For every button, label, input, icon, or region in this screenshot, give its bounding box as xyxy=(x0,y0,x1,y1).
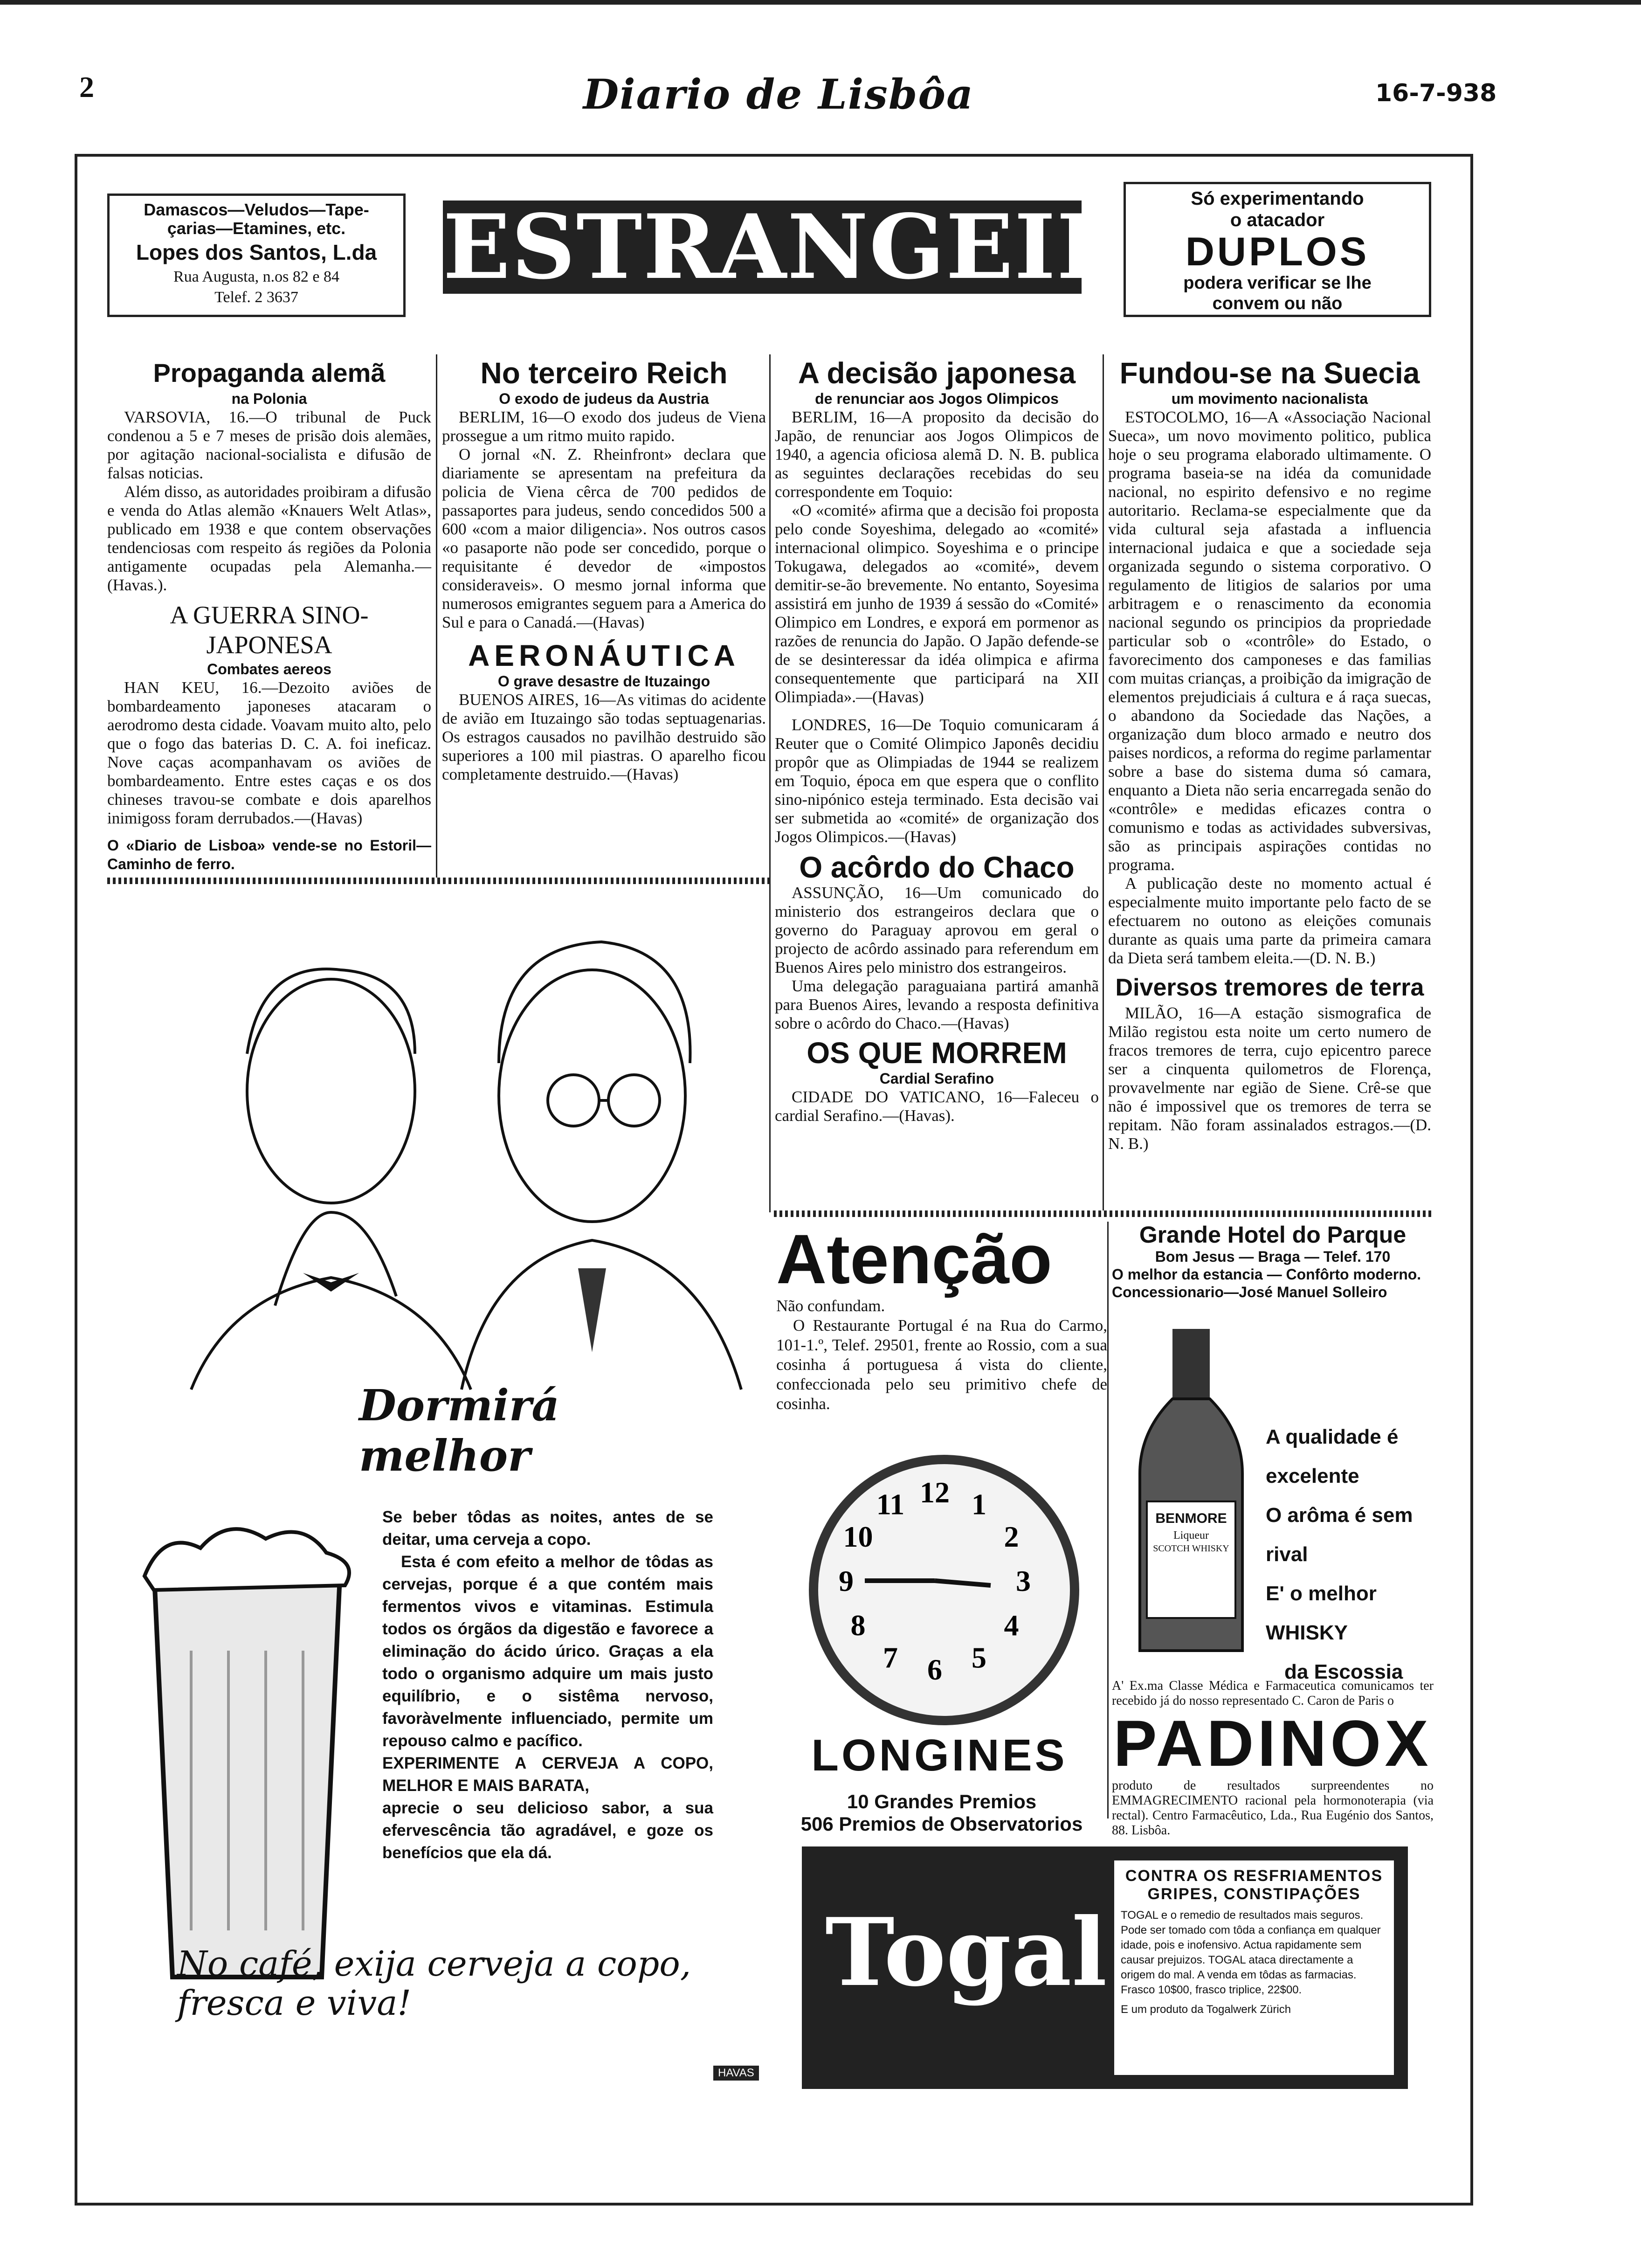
hotel-title: Grande Hotel do Parque xyxy=(1139,1222,1407,1248)
ad-divider xyxy=(1107,1222,1109,1819)
headline-guerra: A GUERRA SINO-JAPONESA xyxy=(170,601,369,659)
togal-brand: Togal xyxy=(825,1898,1107,2007)
subhead-ituzaingo: O grave desastre de Ituzaingo xyxy=(497,673,710,690)
clock-numeral: 5 xyxy=(972,1641,986,1674)
headline-terceiro-reich: No terceiro Reich xyxy=(480,356,728,390)
article-paragraph: BUENOS AIRES, 16—As vitimas do acidente de avião em Ituzaingo são todas septuagenarias. Os estragos causados no pavilhão destruido são superiores a 100 mil piastras. O aparelho ficou completamente destruido.—(Havas) xyxy=(442,691,766,783)
togal-headline2: GRIPES, CONSTIPAÇÕES xyxy=(1147,1885,1361,1903)
longines-line1: 10 Grandes Premios xyxy=(847,1791,1037,1812)
column-divider xyxy=(769,354,771,1212)
clock-face xyxy=(818,1464,1051,1697)
beer-glass-illustration xyxy=(126,1511,368,1986)
hotel-line1: Bom Jesus — Braga — Telef. 170 xyxy=(1155,1248,1391,1265)
column-divider xyxy=(436,354,437,881)
clock-numeral: 1 xyxy=(972,1487,986,1521)
beer-copy xyxy=(382,1506,713,1864)
article-paragraph: LONDRES, 16—De Toquio comunicaram á Reuter que o Comité Olimpico Japonês decidiu propôr que as Olimpiadas de 1944 se realizem em Toquio, época em que espera que o conflito sino-nipónico esteja terminado. Esta decisão vai ser submetida ao «comité» de organização dos Jogos Olimpicos.—(Havas) xyxy=(775,716,1099,846)
clock-numeral: 2 xyxy=(1004,1520,1019,1553)
damascos-address: Rua Augusta, n.os 82 e 84 xyxy=(173,268,340,285)
section-divider xyxy=(107,878,769,884)
beer-paragraph: aprecie o seu delicioso sabor, a sua efervescência tão agradável, e goze os benefícios que ela dá. xyxy=(382,1799,713,1862)
subhead-jogos: de renunciar aos Jogos Olimpicos xyxy=(815,390,1059,407)
clock-hand xyxy=(935,1581,991,1585)
article-paragraph: VARSOVIA, 16.—O tribunal de Puck condenou a 5 e 7 meses de prisão dois alemães, por agitação nacional-socialista e difusão de falsas noticias. xyxy=(107,408,431,482)
whisky-line: A qualidade é excelente xyxy=(1266,1425,1399,1487)
beer-footer-script: No café, exija cerveja a copo, fresca e viva! xyxy=(177,1944,691,2023)
longines-brand: LONGINES xyxy=(811,1730,1068,1780)
headline-aeronautica: AERONÁUTICA xyxy=(468,639,740,672)
beer-paragraph: Esta é com efeito a melhor de tôdas as cervejas, porque é a que contém mais fermentos vivos e vitaminas. Estimula todos os órgãos da digestão e favorece a eliminação do ácido úrico. Graças a ela todo o organismo adquire um mais justo equilíbrio, e o sistêma nervoso, favoràvelmente influenciado, permite um repouso calmo e pacífico. xyxy=(382,1553,713,1750)
hotel-line2: O melhor da estancia — Confôrto moderno. xyxy=(1112,1266,1421,1283)
togal-headline1: CONTRA OS RESFRIAMENTOS xyxy=(1125,1867,1383,1885)
atencao-text: O Restaurante Portugal é na Rua do Carmo, 101-1.º, Telef. 29501, frente ao Rossio, com a sua cosinha á portuguesa á vista do cliente, confeccionada pelo seu primitivo chefe de cosinha. xyxy=(776,1316,1107,1413)
duplos-brand: DUPLOS xyxy=(1185,229,1370,274)
headline-propaganda: Propaganda alemã xyxy=(153,358,386,387)
longines-line2: 506 Premios de Observatorios xyxy=(800,1813,1083,1835)
whisky-line: da Escossia xyxy=(1284,1660,1403,1683)
clock-numeral: 9 xyxy=(839,1564,854,1597)
hotel-ad xyxy=(1112,1222,1434,1301)
headline-suecia: Fundou-se na Suecia xyxy=(1119,356,1420,390)
column-divider xyxy=(1103,354,1104,1212)
section-divider xyxy=(774,1210,1431,1217)
duplos-line3: podera verificar se lhe xyxy=(1183,273,1372,293)
damascos-line1: Damascos—Veludos—Tape- xyxy=(144,200,369,219)
togal-footer: E um produto da Togalwerk Zürich xyxy=(1121,2003,1291,2016)
clock-numeral: 6 xyxy=(927,1653,942,1686)
masthead: Diario de Lisbôa xyxy=(583,70,974,118)
whisky-bottle-illustration xyxy=(1121,1324,1261,1660)
clock-numeral: 7 xyxy=(883,1641,898,1674)
article-paragraph: BERLIM, 16—A proposito da decisão do Japão, de renunciar aos Jogos Olimpicos de 1940, a agencia oficiosa alemã D. N. B. publica as seguintes declarações recebidas do seu correspondente em Toquio: xyxy=(775,408,1099,501)
longines-ad xyxy=(776,1436,1107,1835)
column-1 xyxy=(107,357,431,873)
atencao-line1: Não confundam. xyxy=(776,1297,885,1315)
illustration-two-men xyxy=(107,886,769,1399)
togal-ad xyxy=(802,1846,1408,2089)
beer-slogan: Dormirá melhor xyxy=(359,1380,559,1481)
duplos-line2: o atacador xyxy=(1230,210,1325,230)
article-paragraph: MILÃO, 16—A estação sismografica de Milão registou esta noite um certo numero de fracos tremores de terra, cujo epicentro parece ser a cinquenta quilometros de Florença, provavelmente nar egião de Siene. Crê-se que não é impossivel que os tremores de terra se repitam. Não foram assinalados estragos.—(D. N. B.) xyxy=(1108,1004,1431,1153)
padinox-ad xyxy=(1112,1679,1434,1838)
sales-note: O «Diario de Lisboa» vende-se no Estoril—Caminho de ferro. xyxy=(107,837,431,872)
headline-decisao-japonesa: A decisão japonesa xyxy=(798,356,1076,390)
beer-paragraph: EXPERIMENTE A CERVEJA A COPO, MELHOR E MAIS BARATA, xyxy=(382,1754,713,1795)
clock-numeral: 11 xyxy=(876,1487,905,1521)
headline-chaco: O acôrdo do Chaco xyxy=(799,850,1075,884)
padinox-brand: PADINOX xyxy=(1113,1707,1432,1780)
duplos-line1: Só experimentando xyxy=(1191,188,1364,209)
padinox-text: produto de resultados surpreendentes no EMMAGRECIMENTO racional pela hormonoterapia (via rectal). Centro Farmacêutico, Lda., Rua Eugénio dos Santos, 88. Lisbôa. xyxy=(1112,1778,1434,1838)
article-paragraph: BERLIM, 16—O exodo dos judeus de Viena prossegue a um ritmo muito rapido. xyxy=(442,408,766,445)
damascos-ad xyxy=(107,194,406,317)
atencao-ad xyxy=(776,1222,1107,1422)
whisky-ad xyxy=(1112,1324,1434,1683)
beer-paragraph: Se beber tôdas as noites, antes de se deitar, uma cerveja a copo. xyxy=(382,1508,713,1549)
beer-ad xyxy=(107,886,769,2080)
whisky-line: O arôma é sem rival xyxy=(1266,1504,1413,1566)
subhead-movimento: um movimento nacionalista xyxy=(1171,390,1368,407)
subhead-exodo: O exodo de judeus da Austria xyxy=(499,390,709,407)
clock-numeral: 8 xyxy=(850,1609,866,1642)
article-paragraph: Além disso, as autoridades proibiram a difusão e venda do Atlas alemão «Knauers Welt Atlas», publicado em 1938 e que contem observações tendenciosas com respeito ás regiões da Polonia antigamente ocupadas pela Alemanha.—(Havas.). xyxy=(107,483,431,594)
issue-date: 16-7-938 xyxy=(1375,79,1497,107)
article-paragraph: A publicação deste no momento actual é especialmente muito importante pelo facto de se efectuarem no outono as eleições comunais durante as quais uma parte da primeira camara da Dieta será tambem eleita.—(D. N. B.) xyxy=(1108,874,1431,967)
hotel-line3: Concessionario—José Manuel Solleiro xyxy=(1112,1284,1387,1300)
headline-os-que-morrem: OS QUE MORREM xyxy=(807,1036,1067,1070)
section-title-estrangeiro: ESTRANGEIRO xyxy=(443,195,1209,299)
article-paragraph: ESTOCOLMO, 16—A «Associação Nacional Sueca», um novo movimento politico, publica hoje o seu programa elaborado ultimamente. O programa baseia-se na idéa da comunidade nacional, no espirito defensivo e no regime autoritario. Reclama-se especialmente que da vida cultural seja afastada a influencia internacional judaica e que a sociedade seja organizada segundo o sistema corporativo. O regulamento de litigios de salarios por uma arbitragem e o renascimento da economia nacional segundo os principios da propriedade particular sob o «contrôle» do Estado, o favorecimento dos camponeses e das familias com muitas crianças, a proibição da imigração de elementos prejudiciais á cultura e á raça suecas, o abandono da Sociedade das Nações, a organização dum bloco armado e neutro dos paises nordicos, a reforma do regime parlamentar sobre a base do sistema duma só camara, enquanto a Dieta não seria encarregada senão do «contrôle» e medidas eficazes contra o comunismo e todas as actividades subversivas, são as principais aspirações contidas no programa. xyxy=(1108,408,1431,874)
subhead-polonia: na Polonia xyxy=(231,390,307,407)
article-paragraph: Uma delegação paraguaiana partirá amanhã para Buenos Aires, levando a resposta definitiva sobre o acôrdo do Chaco.—(Havas) xyxy=(775,977,1099,1032)
article-paragraph: HAN KEU, 16.—Dezoito aviões de bombardeamento japoneses atacaram o aerodromo desta cidade. Voavam muito alto, pelo que o fogo das baterias D. C. A. foi ineficaz. Nove caças acompanhavam os aviões de bombardeamento. Entre estes caças e os dos chineses travou-se combate e dois aparelhos inimigoss foram derrubados.—(Havas) xyxy=(107,678,431,827)
column-4 xyxy=(1108,357,1431,1153)
article-paragraph: «O «comité» afirma que a decisão foi proposta pelo conde Soyeshima, delegado ao «comité» internacional olimpico. Soyeshima e o principe Tokugawa, delegados ao «comité», devem demitir-se-ão brevemente. No entanto, Soyesima assistirá em junho de 1939 á sessão do «Comité» Olimpico em Londres, e exporá em pormenor as razões de renuncia do Japão. O Japão defende-se de se desinteressar da idéa olimpica e afirma consequentemente que participará na XII Olimpiada».—(Havas) xyxy=(775,501,1099,706)
column-2 xyxy=(442,357,766,784)
whisky-label2: SCOTCH WHISKY xyxy=(1153,1543,1229,1554)
damascos-phone: Telef. 2 3637 xyxy=(214,289,298,306)
whisky-label1: Liqueur xyxy=(1173,1529,1209,1542)
whisky-brand: BENMORE xyxy=(1155,1511,1227,1526)
headline-tremores: Diversos tremores de terra xyxy=(1115,974,1424,1001)
duplos-ad xyxy=(1124,182,1431,317)
atencao-title: Atenção xyxy=(776,1220,1052,1298)
clock-numeral: 3 xyxy=(1016,1564,1031,1597)
whisky-line: E' o melhor WHISKY xyxy=(1266,1582,1377,1644)
damascos-name: Lopes dos Santos, L.da xyxy=(136,240,377,264)
duplos-line4: convem ou não xyxy=(1212,294,1343,313)
clock-numeral: 4 xyxy=(1004,1609,1019,1642)
clock-numeral: 10 xyxy=(843,1520,873,1553)
subhead-serafino: Cardial Serafino xyxy=(879,1070,994,1087)
article-paragraph: CIDADE DO VATICANO, 16—Faleceu o cardial Serafino.—(Havas). xyxy=(775,1088,1099,1125)
subhead-combates: Combates aereos xyxy=(207,661,331,678)
beer-credit: HAVAS xyxy=(713,2066,759,2081)
top-rule xyxy=(0,0,1641,5)
padinox-intro: A' Ex.ma Classe Médica e Farmaceutica comunicamos ter recebido já do nosso representado C. Caron de Paris o xyxy=(1112,1679,1434,1708)
column-3 xyxy=(775,357,1099,1125)
clock-numeral: 12 xyxy=(920,1476,950,1509)
whisky-copy xyxy=(1266,1418,1434,1692)
togal-copy-box xyxy=(1114,1860,1394,2075)
article-paragraph: ASSUNÇÃO, 16—Um comunicado do ministerio dos estrangeiros declara que o governo do Paraguay aprovou em geral o projecto de acôrdo assinado para referendum em Buenos Aires pelo ministro dos estrangeiros. xyxy=(775,884,1099,976)
clock-illustration xyxy=(809,1455,1079,1725)
page-number: 2 xyxy=(79,70,94,104)
togal-text: TOGAL e o remedio de resultados mais seguros. Pode ser tomado com tôda a confiança em qualquer idade, pois e inofensivo. Actua rapidamente sem causar prejuizos. TOGAL ataca directamente a origem do mal. A venda em tôdas as farmacias. Frasco 10$00, frasco triplice, 22$00. xyxy=(1121,1909,1381,1996)
article-paragraph: O jornal «N. Z. Rheinfront» declara que diariamente se apresentam na prefeitura da policia de Viena cêrca de 700 pedidos de passaportes para judeus, sendo concedidos 500 a 600 «com a maior diligencia». Nos outros casos «o pasaporte não pode ser concedido, porque o requisitante é devedor de «impostos consideraveis». O mesmo jornal informa que numerosos emigrantes seguem para a America do Sul e para o Canadá.—(Havas) xyxy=(442,445,766,631)
damascos-line2: çarias—Etamines, etc. xyxy=(167,219,346,238)
